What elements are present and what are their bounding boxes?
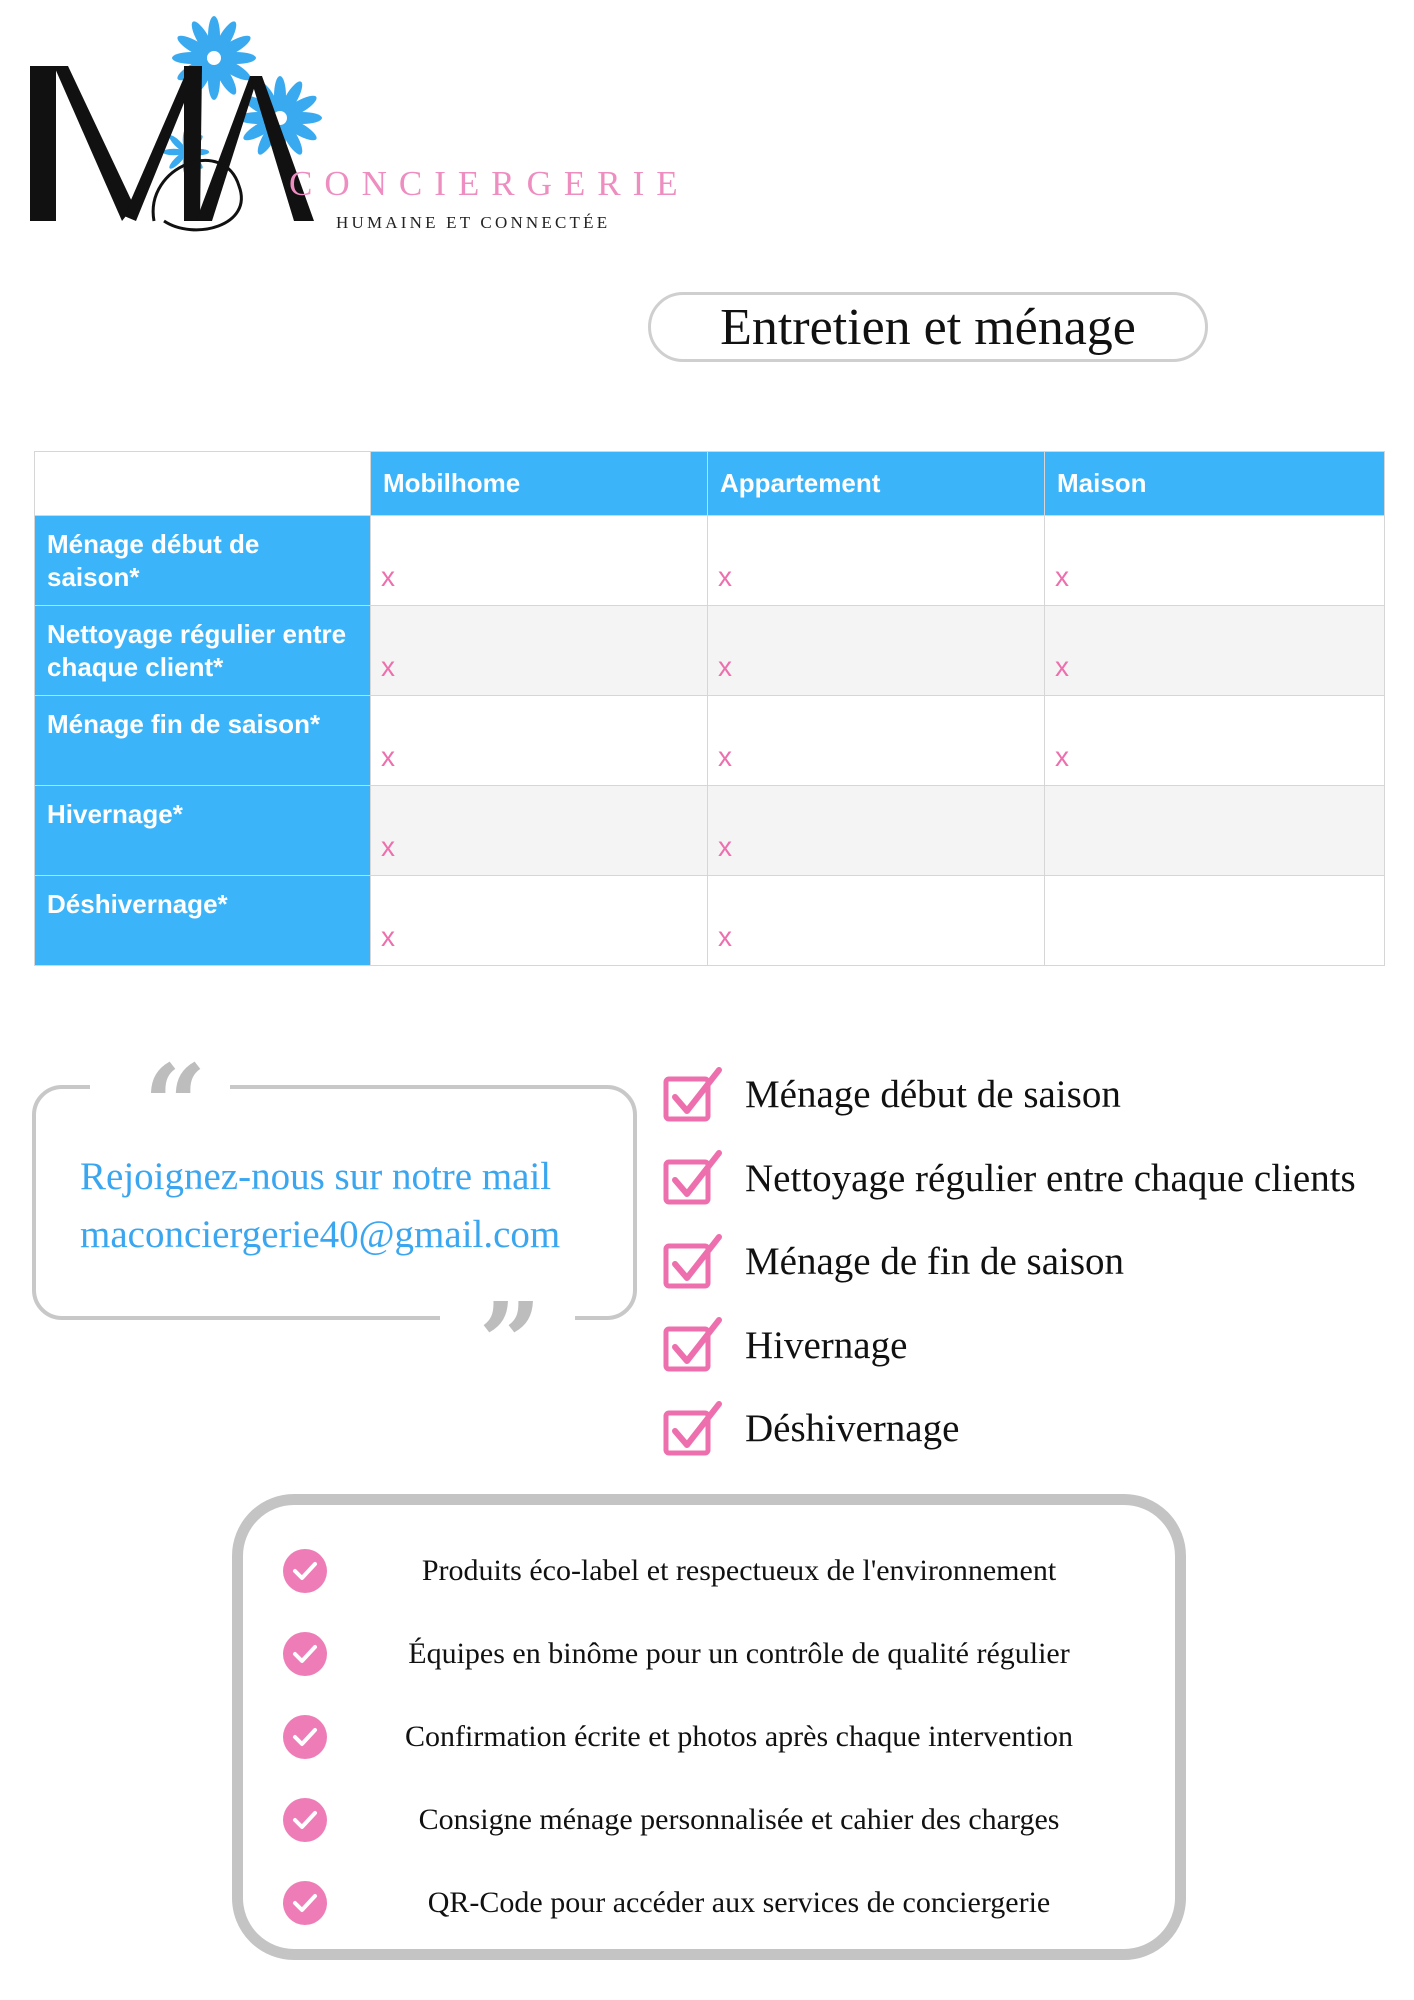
- table-cell-mark: x: [708, 606, 1045, 696]
- column-header-mobilhome: Mobilhome: [371, 452, 708, 516]
- check-circle-icon: [283, 1632, 327, 1676]
- benefit-item: [243, 1624, 1175, 1684]
- row-label: Ménage fin de saison*: [35, 696, 371, 786]
- table-cell-mark: x: [1045, 606, 1385, 696]
- checkbox-checked-icon: [663, 1067, 725, 1123]
- brand-name: CONCIERGERIE: [289, 164, 690, 203]
- checkbox-checked-icon: [663, 1317, 725, 1373]
- contact-text: [80, 1148, 640, 1264]
- benefit-label: Équipes en binôme pour un contrôle de qualité régulier: [408, 1637, 1070, 1670]
- checklist-label: Déshivernage: [745, 1407, 960, 1451]
- check-circle-icon: [283, 1798, 327, 1842]
- check-circle-icon: [283, 1715, 327, 1759]
- row-label: Ménage début de saison*: [35, 516, 371, 606]
- table-cell-mark: x: [371, 696, 708, 786]
- table-cell-mark: x: [708, 516, 1045, 606]
- table-cell-mark: x: [708, 696, 1045, 786]
- benefit-label: Confirmation écrite et photos après chaque intervention: [404, 1720, 1074, 1753]
- table-row: [35, 696, 1385, 786]
- checkbox-checked-icon: [663, 1150, 725, 1206]
- checkbox-checked-icon: [663, 1234, 725, 1290]
- checklist-item: [663, 1387, 1403, 1471]
- column-header-maison: Maison: [1045, 452, 1385, 516]
- brand-logo: [24, 16, 704, 246]
- table-corner-cell: [35, 452, 371, 516]
- check-circle-icon: [283, 1881, 327, 1925]
- benefit-label: Produits éco-label et respectueux de l'environnement: [421, 1554, 1057, 1587]
- benefit-item: [243, 1541, 1175, 1601]
- table-cell-mark: x: [371, 606, 708, 696]
- row-label: Nettoyage régulier entre chaque client*: [35, 606, 371, 696]
- benefit-item: [243, 1707, 1175, 1767]
- table-cell-mark: x: [708, 876, 1045, 966]
- table-cell-mark: [1045, 786, 1385, 876]
- checklist-item: [663, 1304, 1403, 1388]
- table-cell-mark: x: [1045, 516, 1385, 606]
- services-table: [34, 451, 1385, 966]
- benefit-label: Consigne ménage personnalisée et cahier des charges: [418, 1803, 1060, 1836]
- table-row: [35, 786, 1385, 876]
- logo-monogram: [24, 16, 354, 246]
- table-cell-mark: x: [371, 516, 708, 606]
- benefit-label: QR-Code pour accéder aux services de conciergerie: [427, 1886, 1051, 1919]
- row-label: Hivernage*: [35, 786, 371, 876]
- checklist-item: [663, 1220, 1403, 1304]
- table-header-row: [35, 452, 1385, 516]
- table-cell-mark: [1045, 876, 1385, 966]
- table-cell-mark: x: [708, 786, 1045, 876]
- column-header-appartement: Appartement: [708, 452, 1045, 516]
- brand-tagline: HUMAINE ET CONNECTÉE: [336, 213, 611, 232]
- checkbox-checked-icon: [663, 1401, 725, 1457]
- checklist-label: Hivernage: [745, 1323, 908, 1367]
- checklist-item: [663, 1053, 1403, 1137]
- checklist-label: Ménage début de saison: [745, 1073, 1121, 1117]
- contact-line: Rejoignez-nous sur notre mail: [80, 1155, 552, 1198]
- benefits-box: [232, 1494, 1186, 1960]
- service-checklist: [663, 1053, 1403, 1471]
- page-title: Entretien et ménage: [648, 292, 1208, 362]
- open-quote-icon: “: [143, 1040, 207, 1169]
- checklist-label: Nettoyage régulier entre chaque clients: [745, 1156, 1356, 1200]
- table-row: [35, 516, 1385, 606]
- table-cell-mark: x: [1045, 696, 1385, 786]
- close-quote-icon: ”: [478, 1278, 542, 1407]
- checklist-item: [663, 1137, 1403, 1221]
- table-row: [35, 876, 1385, 966]
- checklist-label: Ménage de fin de saison: [745, 1240, 1125, 1284]
- table-cell-mark: x: [371, 786, 708, 876]
- table-row: [35, 606, 1385, 696]
- table-cell-mark: x: [371, 876, 708, 966]
- benefit-item: [243, 1873, 1175, 1933]
- check-circle-icon: [283, 1549, 327, 1593]
- contact-email-link[interactable]: maconciergerie40@gmail.com: [80, 1213, 561, 1256]
- benefit-item: [243, 1790, 1175, 1850]
- row-label: Déshivernage*: [35, 876, 371, 966]
